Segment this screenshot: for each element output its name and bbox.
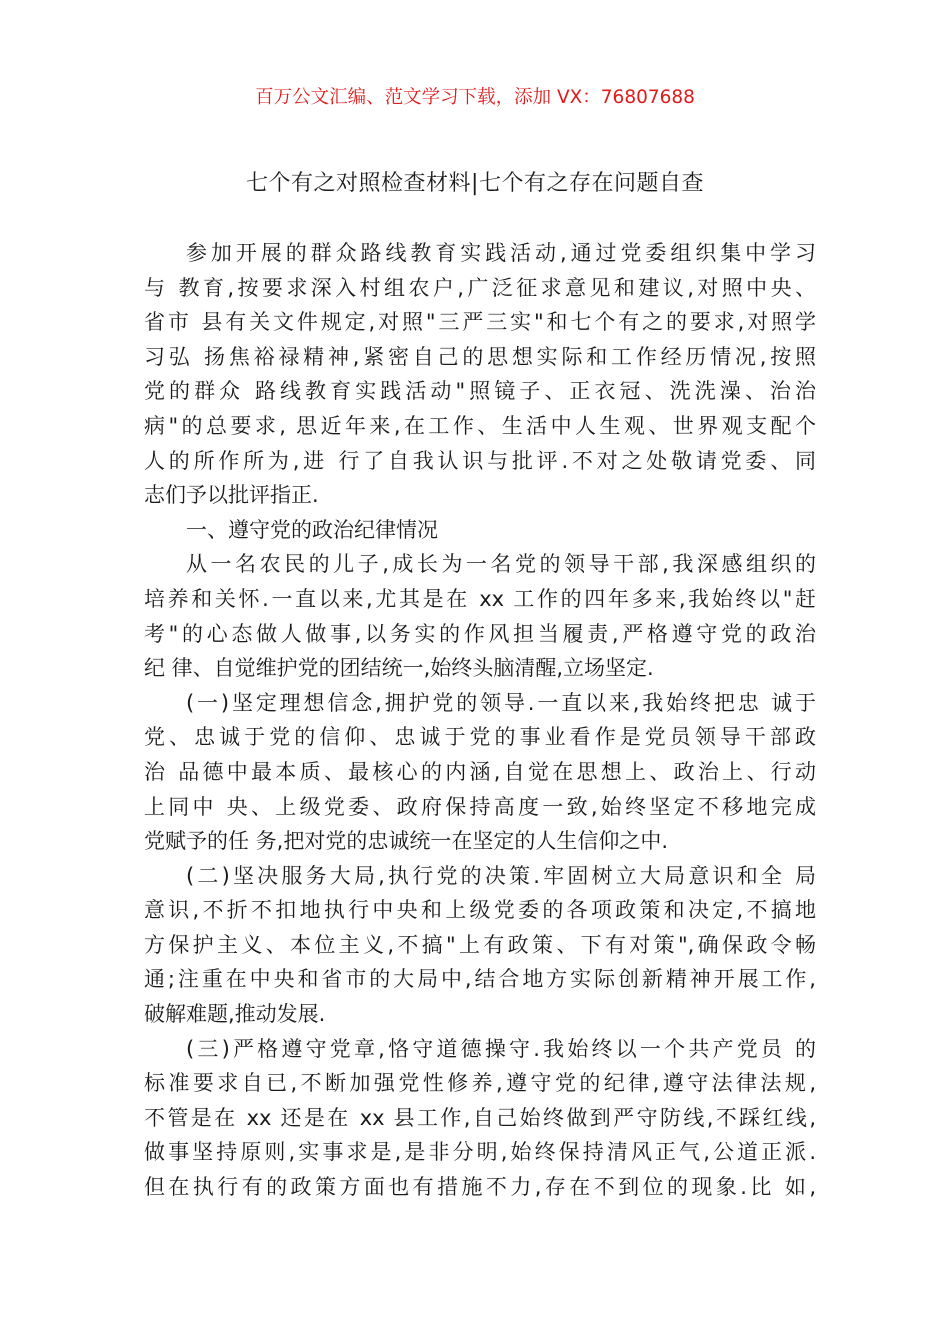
document-title: 七个有之对照检查材料|七个有之存在问题自查 [246,171,704,196]
body-line: (三)严格遵守党章,恪守道德操守.我始终以一个共产党员 的 [186,1036,816,1061]
promo-banner: 百万公文汇编、范文学习下载，添加 VX：76807688 [255,87,695,108]
body-line: 意识,不折不扣地执行中央和上级党委的各项政策和决定,不搞地 [144,898,816,923]
body-line: 人的所作所为,进 行了自我认识与批评.不对之处敬请党委、同 [144,448,816,473]
body-line: 省市 县有关文件规定,对照"三严三实"和七个有之的要求,对照学 [144,310,816,335]
body-line: 但在执行有的政策方面也有措施不力,存在不到位的现象.比 如, [144,1175,816,1200]
body-line: 标准要求自已,不断加强党性修养,遵守党的纪律,遵守法律法规, [144,1071,816,1096]
body-line: (二)坚决服务大局,执行党的决策.牢固树立大局意识和全 局 [186,863,816,888]
body-line: 方保护主义、本位主义,不搞"上有政策、下有对策",确保政令畅 [144,932,816,957]
body-line: 治 品德中最本质、最核心的内涵,自觉在思想上、政治上、行动 [144,759,816,784]
document-body [144,236,816,1205]
body-line: 培养和关怀.一直以来,尤其是在 xx 工作的四年多来,我始终以"赶 [144,586,816,611]
body-line: 党、忠诚于党的信仰、忠诚于党的事业看作是党员领导干部政 [144,725,816,750]
body-line: 考"的心态做人做事,以务实的作风担当履责,严格遵守党的政治 [144,621,816,646]
body-line: 纪 律、自觉维护党的团结统一,始终头脑清醒,立场坚定. [144,656,654,681]
body-line: 参加开展的群众路线教育实践活动,通过党委组织集中学习 [186,241,816,265]
body-line: 通;注重在中央和省市的大局中,结合地方实际创新精神开展工作, [144,967,816,992]
body-line: 不管是在 xx 还是在 xx 县工作,自己始终做到严守防线,不踩红线, [144,1105,816,1130]
section-heading: 一、遵守党的政治纪律情况 [186,517,438,542]
body-line: 破解难题,推动发展. [144,1002,326,1027]
body-line: 党赋予的任 务,把对党的忠诚统一在坚定的人生信仰之中. [144,829,669,854]
body-line: 从一名农民的儿子,成长为一名党的领导干部,我深感组织的 [186,552,816,577]
body-line: (一)坚定理想信念,拥护党的领导.一直以来,我始终把忠 诚于 [186,690,816,715]
body-line: 与 教育,按要求深入村组农户,广泛征求意见和建议,对照中央、 [144,275,816,300]
body-line: 党的群众 路线教育实践活动"照镜子、正衣冠、洗洗澡、治治 [144,379,816,404]
body-line: 上同中 央、上级党委、政府保持高度一致,始终坚定不移地完成 [144,794,816,819]
body-line: 做事坚持原则,实事求是,是非分明,始终保持清风正气,公道正派. [144,1140,816,1165]
body-line: 病"的总要求, 思近年来,在工作、生活中人生观、世界观支配个 [144,413,816,438]
body-line: 习弘 扬焦裕禄精神,紧密自己的思想实际和工作经历情况,按照 [144,344,816,369]
body-line: 志们予以批评指正. [144,483,319,508]
